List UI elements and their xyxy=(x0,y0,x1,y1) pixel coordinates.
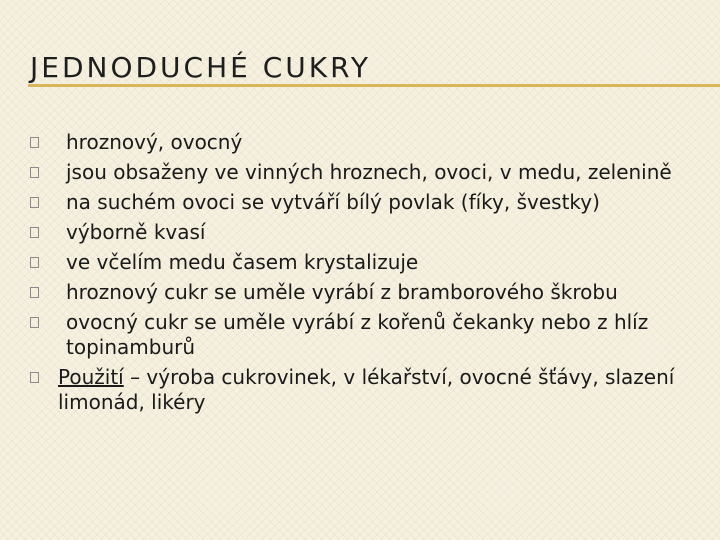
title-underline xyxy=(28,84,720,87)
box-bullet-icon xyxy=(30,372,39,383)
box-bullet-icon xyxy=(30,287,39,298)
list-item xyxy=(30,310,690,360)
list-item-text: výborně kvasí xyxy=(66,220,206,244)
list-item xyxy=(30,160,690,185)
usage-label: Použití xyxy=(58,365,124,389)
box-bullet-icon xyxy=(30,257,39,268)
list-item-text: – výroba cukrovinek, v lékařství, ovocné šťávy, slazení limonád, likéry xyxy=(58,365,675,414)
list-item xyxy=(30,130,690,155)
list-item xyxy=(30,220,690,245)
box-bullet-icon xyxy=(30,197,39,208)
list-item-text: hroznový, ovocný xyxy=(66,130,243,154)
list-item-text: ovocný cukr se uměle vyrábí z kořenů čekanky nebo z hlíz topinamburů xyxy=(66,310,649,359)
list-item xyxy=(30,280,690,305)
bullet-list xyxy=(30,130,690,420)
box-bullet-icon xyxy=(30,137,39,148)
list-item xyxy=(30,250,690,275)
box-bullet-icon xyxy=(30,167,39,178)
box-bullet-icon xyxy=(30,227,39,238)
list-item-text: hroznový cukr se uměle vyrábí z bramborového škrobu xyxy=(66,280,618,304)
list-item-text: ve včelím medu časem krystalizuje xyxy=(66,250,419,274)
list-item xyxy=(30,365,690,415)
box-bullet-icon xyxy=(30,317,39,328)
list-item xyxy=(30,190,690,215)
list-item-text: jsou obsaženy ve vinných hroznech, ovoci, v medu, zelenině xyxy=(66,160,672,184)
slide-title: JEDNODUCHÉ CUKRY xyxy=(30,51,371,84)
list-item-text: na suchém ovoci se vytváří bílý povlak (fíky, švestky) xyxy=(66,190,600,214)
